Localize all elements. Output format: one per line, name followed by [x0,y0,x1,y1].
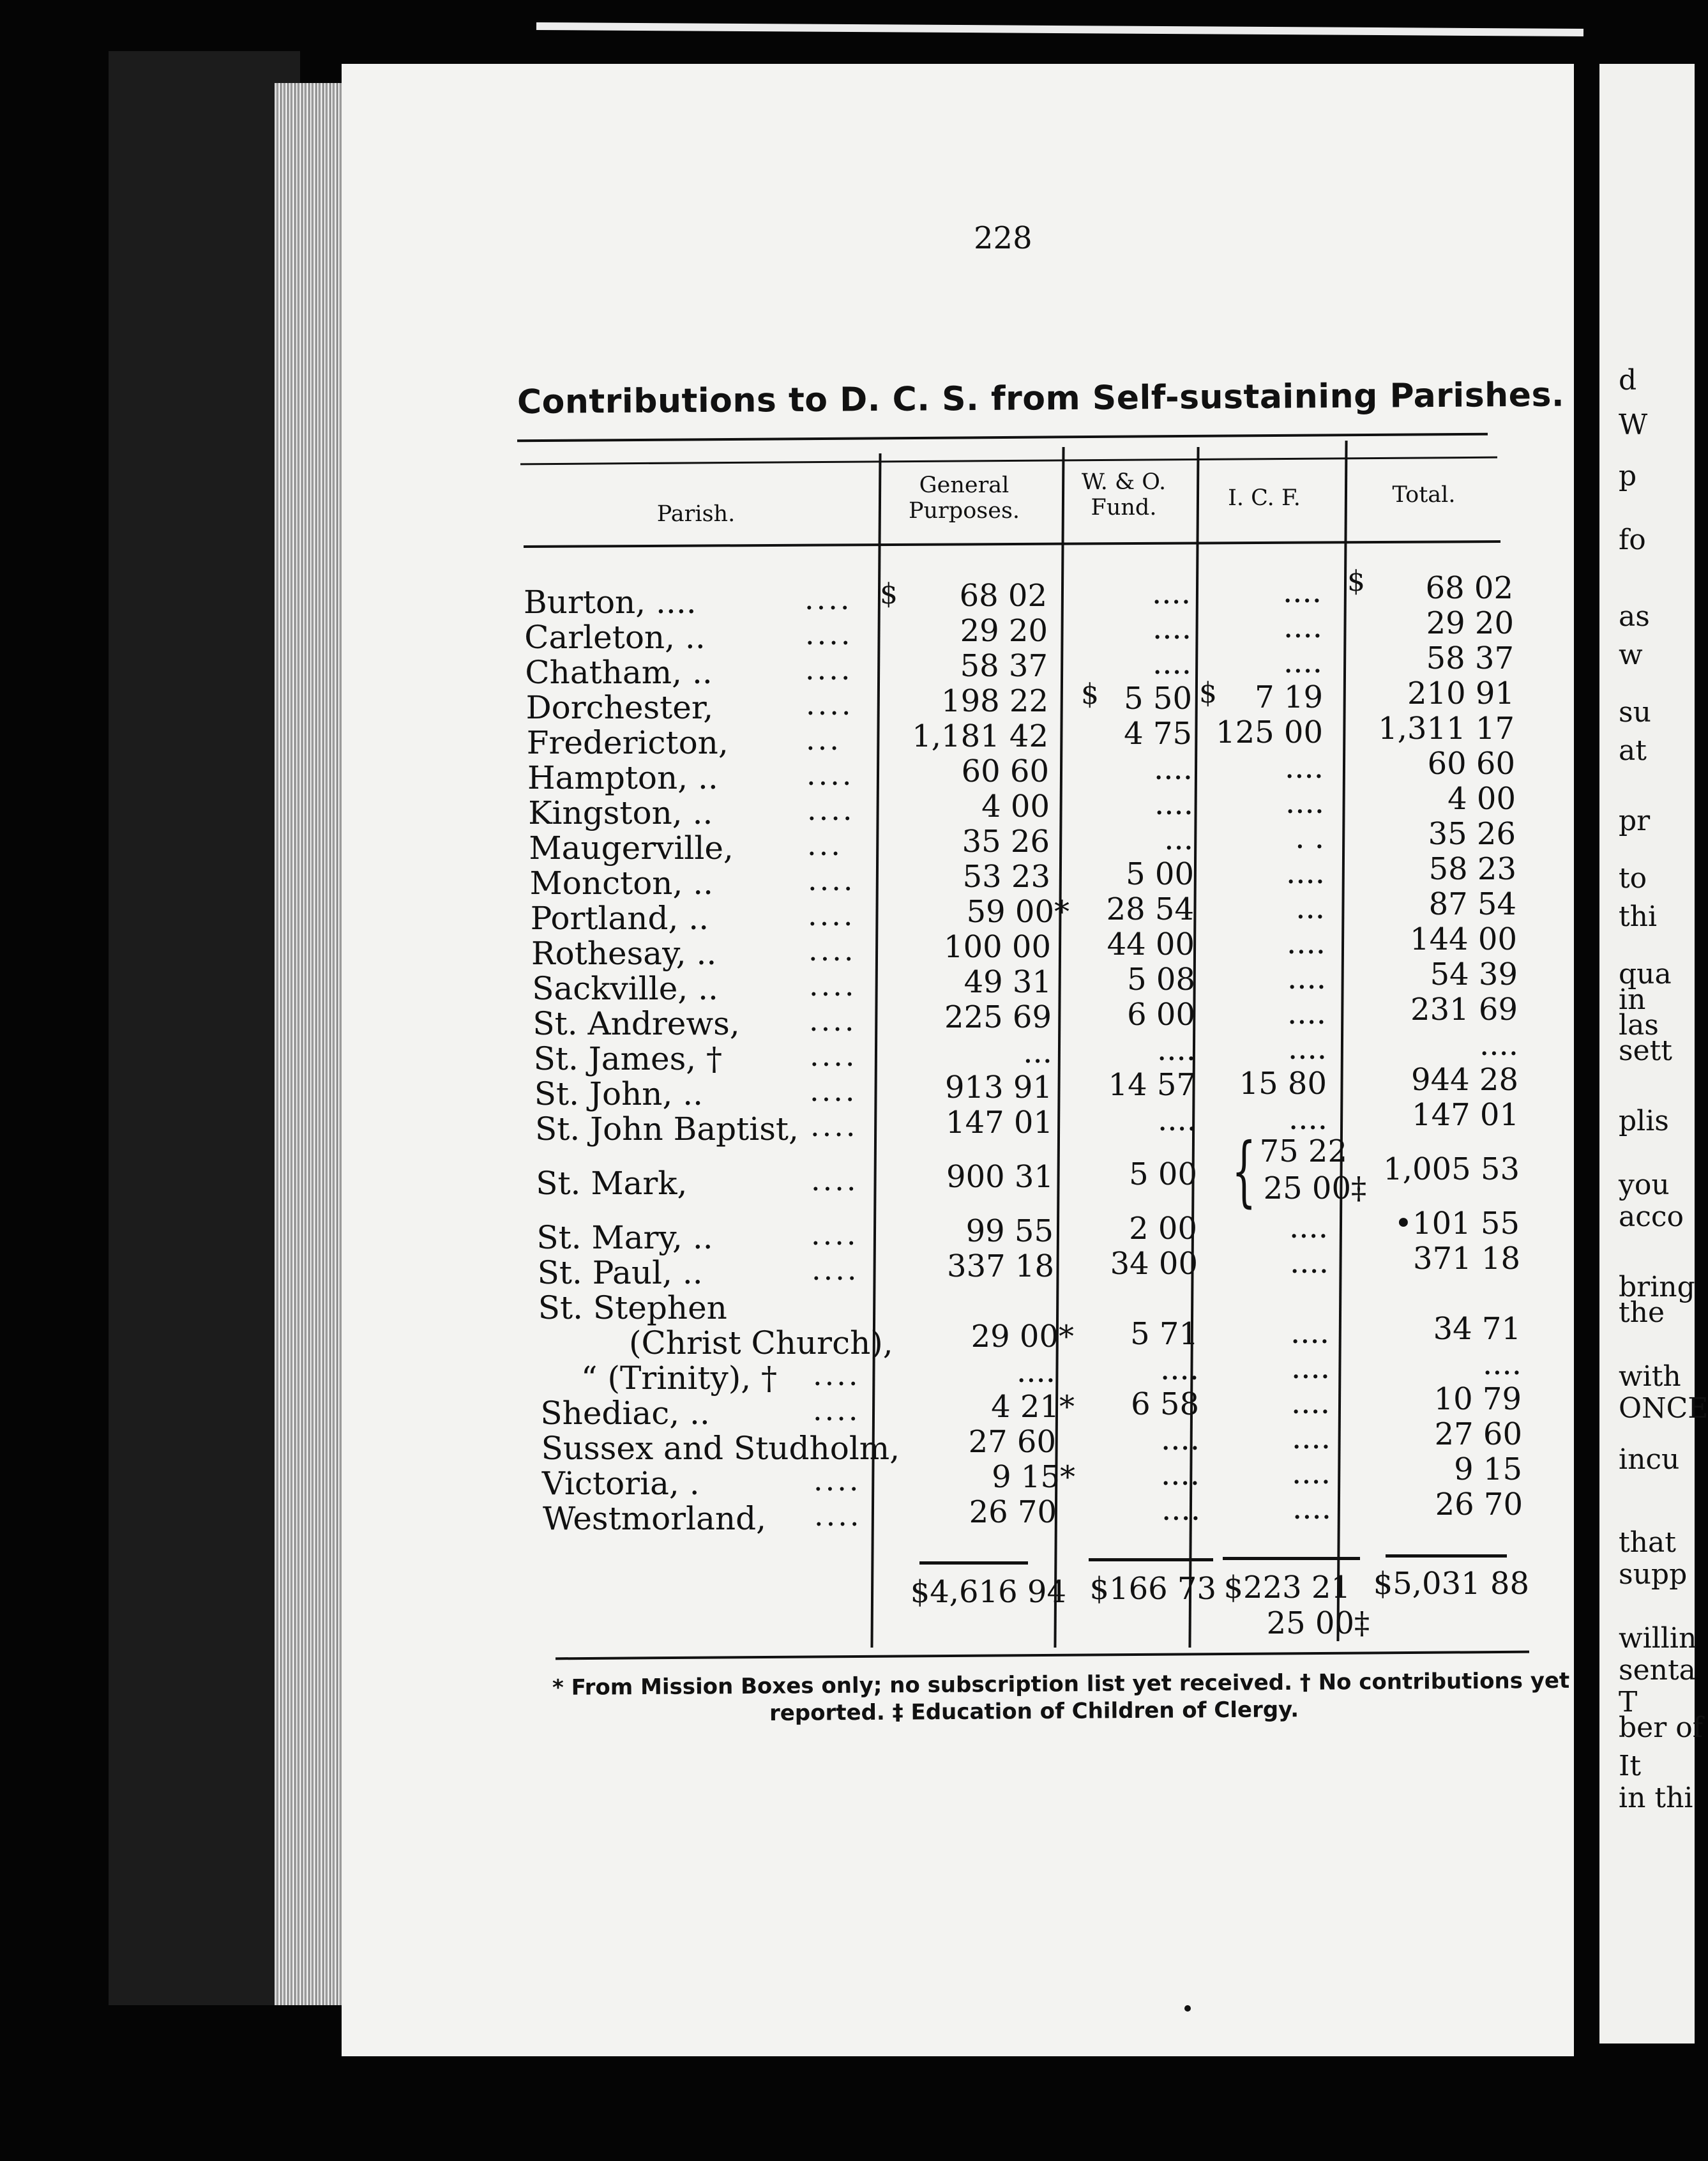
parish-name: St. John, .. [534,1075,704,1112]
leader-dots: .... [806,757,854,792]
leader-dots: .... [811,1217,859,1252]
total-value: •101 55 [1394,1206,1520,1241]
parish-name: St. James, † [533,1040,723,1077]
total-general: $4,616 94 [910,1574,1066,1610]
footnote-line-1: * From Mission Boxes only; no subscription list yet received. † No contributions yet [552,1667,1570,1701]
icf-value: . . [1295,820,1324,856]
general-purposes-value: 68 02 [959,578,1047,614]
total-value: 68 02 [1425,570,1513,606]
general-purposes-value: 53 23 [962,859,1050,895]
wo-fund-value: .... [1157,1102,1197,1138]
facing-page-text: It [1619,1750,1642,1782]
general-purposes-value: 49 31 [964,964,1052,1000]
facing-page-text: thi [1619,900,1658,933]
facing-page-text: W [1619,409,1648,441]
facing-page-text: supp [1619,1558,1688,1591]
facing-page-text: fo [1619,524,1646,556]
total-value: 34 71 [1433,1311,1521,1347]
facing-page-text: acco [1619,1201,1684,1233]
icf-value: .... [1290,1385,1330,1421]
general-purposes-value: 4 00 [981,789,1050,824]
total-rule-total [1386,1554,1507,1558]
icf-value: .... [1289,1209,1328,1245]
general-purposes-value: 147 01 [946,1105,1053,1141]
total-value: 231 69 [1410,992,1518,1027]
facing-page-text: d [1619,364,1637,397]
header-total [1354,482,1494,508]
general-purposes-value: 60 60 [961,754,1049,789]
parish-name: Burton, .... [524,584,697,621]
header-line: Purposes. [908,498,1020,524]
general-purposes-value: 225 69 [944,999,1052,1035]
header-parish [613,501,779,527]
general-purposes-value: 59 00* [966,894,1069,930]
icf-value: .... [1282,574,1322,610]
facing-page-text: plis [1619,1105,1669,1137]
total-value: 144 00 [1410,921,1517,957]
total-value: 29 20 [1426,605,1514,641]
wo-fund-value: .... [1161,1492,1200,1528]
general-purposes-value: 9 15* [992,1459,1075,1495]
total-value: 87 54 [1428,886,1516,922]
header-parish-label: Parish. [656,501,736,527]
page-speck [1184,2005,1191,2012]
parish-name: Hampton, .. [527,759,718,796]
wo-fund-value: ... [1164,821,1193,857]
parish-name: St. Mary, .. [536,1219,713,1256]
facing-page-text: ber of [1619,1711,1703,1744]
facing-page-text: pr [1619,805,1651,837]
footnote-line-2: reported. ‡ Education of Children of Clergy. [769,1697,1299,1726]
wo-fund-value: .... [1160,1422,1200,1457]
wo-fund-value: .... [1160,1457,1200,1492]
page-title: Contributions to D. C. S. from Self-sustaining Parishes. [517,375,1565,421]
general-purposes-value: 198 22 [941,683,1048,719]
parish-name: Sackville, .. [532,970,718,1007]
general-purposes-value: 58 37 [960,648,1048,684]
leader-dots: .... [813,1358,861,1392]
facing-page-text: p [1619,460,1637,492]
wo-fund-value: 5 08 [1127,962,1195,997]
icf-value: 125 00 [1216,715,1323,750]
general-purposes-value: 4 21* [991,1389,1075,1425]
icf-value: .... [1291,1455,1331,1491]
leader-dots: .... [811,1163,859,1197]
facing-page-text: in thi [1619,1782,1693,1814]
icf-value: .... [1290,1315,1329,1351]
header-line: Fund. [1091,495,1157,520]
parish-name: Dorchester, [525,689,714,726]
wo-fund-value: 28 54 [1106,891,1194,927]
parish-name: Westmorland, [543,1500,766,1537]
total-value: .... [1479,1027,1518,1063]
leader-dots: .... [805,582,852,616]
header-general-purposes [888,473,1041,524]
general-purposes-value: 27 60 [968,1424,1056,1460]
wo-fund-value: 4 75 [1124,716,1192,752]
brace-glyph: { [1232,1127,1257,1216]
wo-fund-value: 44 00 [1107,927,1195,962]
facing-page-text: senta [1619,1654,1696,1687]
parish-name: Carleton, .. [524,619,706,656]
total-value: 35 26 [1428,816,1516,852]
facing-page-text: T [1619,1686,1638,1718]
leader-dots: .... [810,1109,858,1143]
facing-page-fragment [1599,64,1708,2043]
general-purposes-value: 99 55 [965,1213,1054,1249]
parish-name: Fredericton, [526,724,729,761]
parish-name: Sussex and Studholm, [541,1430,900,1467]
wo-fund-value: .... [1156,1032,1196,1068]
wo-fund-value: .... [1160,1351,1199,1387]
parish-name: Maugerville, [529,830,734,867]
page-number: 228 [974,220,1032,256]
facing-page-text: willin [1619,1622,1697,1655]
general-purposes-value: 913 91 [945,1070,1052,1105]
leader-dots: .... [805,652,853,686]
icf-value: .... [1283,644,1322,680]
total-overall: $5,031 88 [1373,1566,1529,1602]
leader-dots: .... [812,1252,859,1287]
total-value: 27 60 [1434,1416,1522,1452]
general-purposes-value: 100 00 [944,929,1051,965]
icf-value: .... [1285,785,1324,821]
dollar-sign: $ [880,578,898,610]
icf-value: ... [1296,890,1325,926]
general-purposes-value: 900 31 [946,1159,1054,1195]
icf-value: 7 19 [1255,679,1323,715]
leader-dots: .... [810,1073,858,1108]
wo-fund-value: 34 00 [1110,1246,1198,1282]
icf-value: .... [1287,996,1326,1031]
icf-value: .... [1290,1350,1330,1386]
icf-value: .... [1289,1245,1329,1280]
wo-fund-value: .... [1153,751,1193,787]
parish-name: Portland, .. [530,900,709,937]
leader-dots: ... [807,828,843,862]
leader-dots: .... [809,1003,857,1038]
total-rule-general [919,1561,1028,1565]
wo-fund-value: 6 58 [1131,1386,1199,1422]
leader-dots: .... [813,1393,861,1427]
facing-page-text: to [1619,862,1647,895]
parish-name: St. Paul, .. [537,1254,703,1291]
wo-fund-value: 5 00 [1129,1156,1197,1192]
icf-value: .... [1288,1101,1327,1137]
icf-value: .... [1287,1031,1327,1066]
icf-value: 75 22 [1259,1134,1347,1169]
facing-page-text: you [1619,1169,1670,1201]
total-value: 4 00 [1447,781,1516,817]
total-value: 26 70 [1435,1487,1523,1522]
facing-page-text: w [1619,639,1643,671]
leader-dots: .... [805,617,853,651]
icf-value: .... [1287,960,1326,996]
general-purposes-value: 337 18 [947,1248,1054,1284]
wo-fund-value: 14 57 [1108,1067,1196,1103]
general-purposes-value: 26 70 [969,1494,1057,1530]
parish-name: Chatham, .. [525,654,713,691]
icf-value: .... [1292,1490,1331,1526]
icf-value: .... [1291,1420,1331,1456]
leader-dots: .... [809,968,857,1003]
icf-value: .... [1285,855,1325,891]
facing-page-text: ONCE [1619,1392,1708,1425]
leader-dots: .... [806,687,854,722]
total-value: 58 23 [1428,851,1516,887]
icf-value: 15 80 [1239,1066,1327,1102]
facing-page-text: in [1619,983,1646,1016]
parish-name: Victoria, . [541,1465,700,1502]
leader-dots: .... [810,1038,858,1073]
gutter [1580,64,1599,2043]
facing-page-text: at [1619,734,1647,767]
total-value: 1,311 17 [1378,711,1515,747]
total-rule-wo [1089,1558,1213,1561]
icf-value: .... [1286,925,1326,961]
total-wo: $166 73 [1089,1571,1216,1607]
parish-name: Rothesay, .. [531,935,717,972]
header-line: General [919,473,1009,498]
parish-name: Shediac, .. [540,1395,710,1432]
icf-value: .... [1283,609,1322,645]
wo-fund-value: 5 00 [1126,856,1194,892]
total-value: 1,005 53 [1383,1151,1520,1187]
leader-dots: .... [808,898,856,932]
leader-dots: .... [808,933,856,967]
general-purposes-value: .... [1016,1354,1055,1390]
parish-name: St. John Baptist, [535,1111,799,1148]
facing-page-text: sett [1619,1035,1672,1067]
wo-fund-value: 2 00 [1129,1211,1197,1247]
wo-fund-value: .... [1154,786,1193,822]
wo-fund-value: .... [1152,610,1191,646]
icf-value: .... [1284,750,1324,785]
header-icf [1200,485,1328,511]
wo-fund-value: 6 00 [1127,997,1195,1033]
total-value: 944 28 [1411,1062,1518,1098]
wo-fund-value: .... [1151,575,1191,611]
leader-dots: .... [814,1498,862,1533]
header-line: I. C. F. [1228,485,1301,511]
general-purposes-value: ... [1023,1035,1052,1070]
leader-dots: .... [813,1463,861,1498]
parish-name: St. Stephen [538,1289,727,1326]
dollar-sign: $ [1347,565,1365,598]
page-edges [275,83,345,2005]
facing-page-text: qua [1619,958,1672,990]
leader-dots: .... [807,792,855,827]
total-rule-icf [1223,1557,1360,1560]
facing-page-text: bring [1619,1271,1695,1303]
parish-name: “ (Trinity), † [581,1360,778,1397]
total-value: 58 37 [1426,641,1514,676]
total-icf: $223 21 [1223,1570,1350,1605]
general-purposes-value: 29 00* [971,1319,1074,1354]
wo-fund-value: .... [1152,646,1191,681]
facing-page-text: as [1619,600,1650,633]
total-value: .... [1482,1346,1522,1382]
total-value: 9 15 [1454,1452,1522,1487]
dollar-sign: $ [1199,677,1217,709]
header-wo-fund [1066,469,1181,520]
dollar-sign: $ [1081,678,1099,711]
parish-name: St. Mark, [536,1165,688,1202]
facing-page-text: with [1619,1360,1681,1393]
leader-dots: ... [806,722,842,757]
facing-page-text: incu [1619,1443,1680,1476]
top-edge [536,22,1583,36]
total-icf-education: 25 00‡ [1266,1605,1370,1641]
general-purposes-value: 35 26 [962,824,1050,860]
icf-education-value: 25 00‡ [1263,1171,1366,1206]
header-line: W. & O. [1081,469,1167,495]
header-line: Total. [1392,482,1456,508]
wo-fund-value: 5 50 [1124,681,1192,717]
total-value: 147 01 [1412,1097,1519,1133]
facing-page-text: the [1619,1296,1665,1329]
total-value: 371 18 [1413,1241,1520,1277]
parish-name: St. Andrews, [533,1005,740,1042]
total-value: 60 60 [1427,746,1515,782]
parish-name: Kingston, .. [528,794,713,831]
general-purposes-value: 1,181 42 [912,718,1048,754]
total-value: 10 79 [1433,1381,1522,1417]
total-value: 54 39 [1430,957,1518,992]
leader-dots: .... [808,863,856,897]
parish-name: Moncton, .. [529,865,714,902]
parish-name: (Christ Church), [629,1324,893,1361]
facing-page-text: su [1619,696,1651,729]
facing-page-text: that [1619,1526,1676,1559]
book-spine [109,51,300,2005]
total-value: 210 91 [1407,676,1515,711]
wo-fund-value: 5 71 [1130,1316,1198,1352]
facing-page-text: las [1619,1009,1659,1042]
general-purposes-value: 29 20 [960,613,1048,649]
